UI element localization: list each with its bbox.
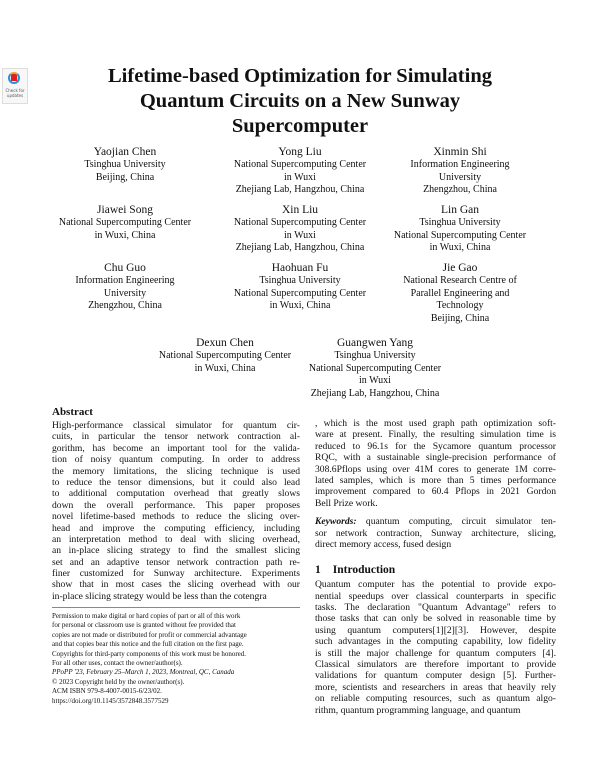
author-block: [50, 203, 200, 242]
footnote-line: Permission to make digital or hard copies of part or all of this work: [52, 612, 241, 620]
author-affiliation: Zhejiang Lab, Hangzhou, China: [310, 387, 440, 399]
abstract-line: show that in most cases the slicing overhead with our: [52, 579, 300, 591]
author-block: [50, 145, 200, 184]
author-affiliation: Parallel Engineering and: [410, 287, 510, 299]
abstract-line: to additional computation overhead that greatly slows: [52, 488, 300, 500]
author-affiliation: in Wuxi: [284, 171, 316, 183]
author-affiliation: Zhengzhou, China: [88, 300, 162, 311]
abstract-line: the memory limitations, the slicing technique is used: [52, 465, 300, 477]
author-affiliation: Technology: [436, 300, 484, 311]
author-affiliation: Zhejiang Lab, Hangzhou, China: [235, 242, 365, 253]
footnote-line: and that copies bear this notice and the full citation on the first page.: [52, 640, 244, 649]
abstract-section: [52, 404, 300, 602]
author-affiliation: in Wuxi, China: [94, 229, 156, 241]
keywords-line: [315, 516, 556, 527]
bookmark-icon: [11, 74, 17, 81]
keywords-label: Keywords:: [315, 516, 357, 528]
keywords-text: quantum computing, circuit simulator ten-: [356, 516, 556, 528]
body-line: rithm, quantum programming language, and quantum: [315, 704, 521, 716]
abstract-line: gorithm, has become an important tool for the valida-: [52, 442, 300, 454]
footnote-divider: [52, 607, 300, 608]
body-line: on reliable computing resources, such as quantum algo-: [315, 693, 556, 705]
author-affiliation: National Supercomputing Center: [308, 362, 442, 374]
section-heading-introduction: [315, 562, 556, 579]
paper-title: [60, 64, 540, 139]
abstract-line: RQC, with a sustainable single-precision performance of: [315, 452, 556, 464]
abstract-line: , which is the most used graph path optimization soft-: [315, 418, 556, 429]
footnote-line: For all other uses, contact the owner/author(s).: [52, 658, 183, 667]
introduction-body: [315, 579, 556, 716]
author-block: [225, 261, 375, 313]
author-block: [385, 261, 535, 325]
author-affiliation: Beijing, China: [95, 171, 155, 183]
author-affiliation: in Wuxi: [359, 375, 391, 386]
author-affiliation: National Supercomputing Center: [233, 287, 367, 299]
abstract-line: High-performance classical simulator for quantum cir-: [52, 420, 300, 431]
body-line: more, scientists and researchers in areas that heavily rely: [315, 681, 556, 693]
author-affiliation: Tsinghua University: [259, 275, 341, 286]
abstract-line: tion of noisy quantum computing. In order to address: [52, 454, 300, 466]
footnote-line: for personal or classroom use is granted without fee provided that: [52, 621, 236, 630]
footnote-line: ACM ISBN 979-8-4007-0015-6/23/02.: [52, 687, 162, 696]
abstract-line: novel lifetime-based methods to reduce the slicing over-: [52, 511, 300, 523]
author-block: [385, 203, 535, 255]
body-line: Quantum computer has the potential to provide expo-: [315, 579, 556, 591]
author-name: Chu Guo: [104, 262, 146, 274]
body-line: those tasks that can only be solved in reasonable time by: [315, 613, 556, 625]
abstract-line: in-place slicing strategy would be less than the cotengra: [52, 590, 267, 602]
footnote-line: copies are not made or distributed for profit or commercial advantage: [52, 630, 247, 639]
author-affiliation: in Wuxi, China: [269, 300, 331, 311]
keywords-line: sor network contraction, Sunway architecture, slicing,: [315, 527, 556, 539]
footnote-line: Copyrights for third-party components of this work must be honored.: [52, 649, 247, 658]
copyright-footnote: [52, 612, 300, 706]
author-name: Xinmin Shi: [433, 146, 487, 158]
keywords-line: direct memory access, fused design: [315, 538, 452, 550]
abstract-line: finer customized for Sunway architecture. Experiments: [52, 568, 300, 580]
author-affiliation: National Supercomputing Center: [393, 229, 527, 241]
logo-text: Check for updates: [5, 88, 25, 98]
author-affiliation: Information Engineering: [75, 275, 175, 286]
author-name: Yaojian Chen: [93, 146, 157, 158]
footnote-line: PPoPP '23, February 25–March 1, 2023, Montreal, QC, Canada: [52, 668, 235, 677]
author-affiliation: National Research Centre of: [403, 275, 517, 286]
author-affiliation: Zhengzhou, China: [423, 184, 497, 195]
right-column: [315, 418, 556, 716]
body-line: Classical simulators are therefore important to provide: [315, 659, 556, 671]
body-line: using quantum computers[1][2][3]. However, despite: [315, 624, 556, 636]
author-block: [225, 203, 375, 255]
abstract-line: Bell Prize work.: [315, 497, 378, 509]
abstract-continued: [315, 418, 556, 509]
check-for-updates-logo[interactable]: [2, 68, 28, 104]
section-number: 1: [315, 564, 321, 577]
body-line: such advantages in the computing capability, low fidelity: [315, 636, 556, 648]
title-line: Lifetime-based Optimization for Simulating: [108, 65, 492, 87]
abstract-line: head and improve the computing efficiency, including: [52, 522, 300, 534]
footnote-line[interactable]: https://doi.org/10.1145/3572848.3577529: [52, 696, 169, 705]
abstract-line: set and an adaptive tensor network contraction path re-: [52, 556, 300, 568]
author-block: [300, 336, 450, 400]
author-affiliation: National Supercomputing Center: [233, 217, 367, 228]
title-line: Supercomputer: [231, 115, 369, 137]
author-affiliation: in Wuxi, China: [429, 242, 491, 253]
body-line: tasks. The declaration "Quantum Advantage" refers to: [315, 602, 556, 614]
author-affiliation: Tsinghua University: [84, 159, 166, 170]
body-line: nential speedups over classical counterparts in specific: [315, 590, 556, 602]
author-name: Lin Gan: [440, 204, 479, 216]
abstract-line: ware at present. Finally, the resulting simulation time is: [315, 429, 556, 441]
abstract-line: to reduce the tensor dimensions, but it could also lead: [52, 476, 300, 488]
author-block: [385, 145, 535, 197]
author-block: [150, 336, 300, 375]
body-line: is still the major challenge for quantum computers [4].: [315, 647, 556, 659]
title-line: Quantum Circuits on a New Sunway: [139, 90, 461, 112]
author-affiliation: Zhejiang Lab, Hangzhou, China: [235, 184, 365, 195]
abstract-body: [52, 420, 300, 602]
author-affiliation: in Wuxi: [284, 229, 316, 241]
abstract-line: an interpretation method to deal with slicing overhead,: [52, 533, 300, 545]
keywords: [315, 516, 556, 550]
author-affiliation: University: [438, 171, 482, 183]
section-title: Introduction: [332, 564, 396, 577]
abstract-heading: Abstract: [52, 406, 93, 418]
footnote-line: © 2023 Copyright held by the owner/author(s).: [52, 677, 185, 686]
author-affiliation: Tsinghua University: [334, 350, 416, 361]
abstract-line: lated samples, which is more than 5 times performance: [315, 474, 556, 486]
abstract-line: 308.6Pflops using over 41M cores to generate 1M corre-: [315, 463, 556, 475]
abstract-line: down the overall performance. This paper proposes: [52, 499, 300, 511]
author-block: [50, 261, 200, 313]
author-affiliation: National Supercomputing Center: [158, 350, 292, 361]
author-affiliation: Information Engineering: [410, 159, 510, 170]
abstract-line: cuits, in particular the tensor network contraction al-: [52, 431, 300, 443]
author-name: Jie Gao: [442, 262, 478, 274]
body-line: validations for quantum computer design [5]. Further-: [315, 670, 556, 682]
author-name: Haohuan Fu: [271, 262, 329, 274]
abstract-line: reduced to 96.1s for the Sycamore quantum processor: [315, 440, 556, 452]
author-block: [225, 145, 375, 197]
author-name: Jiawei Song: [97, 204, 153, 216]
author-affiliation: University: [103, 287, 147, 299]
author-affiliation: in Wuxi, China: [194, 362, 256, 374]
author-affiliation: Tsinghua University: [419, 217, 501, 228]
author-name: Dexun Chen: [196, 337, 254, 349]
author-name: Yong Liu: [278, 146, 322, 158]
author-name: Guangwen Yang: [336, 337, 414, 349]
author-name: Xin Liu: [281, 204, 319, 216]
author-affiliation: National Supercomputing Center: [58, 217, 192, 228]
abstract-line: improvement compared to 60.4 Pflops in 2021 Gordon: [315, 486, 556, 498]
abstract-line: an in-place slicing strategy to find the smallest slicing: [52, 545, 300, 557]
author-affiliation: National Supercomputing Center: [233, 159, 367, 170]
author-affiliation: Beijing, China: [430, 312, 490, 324]
